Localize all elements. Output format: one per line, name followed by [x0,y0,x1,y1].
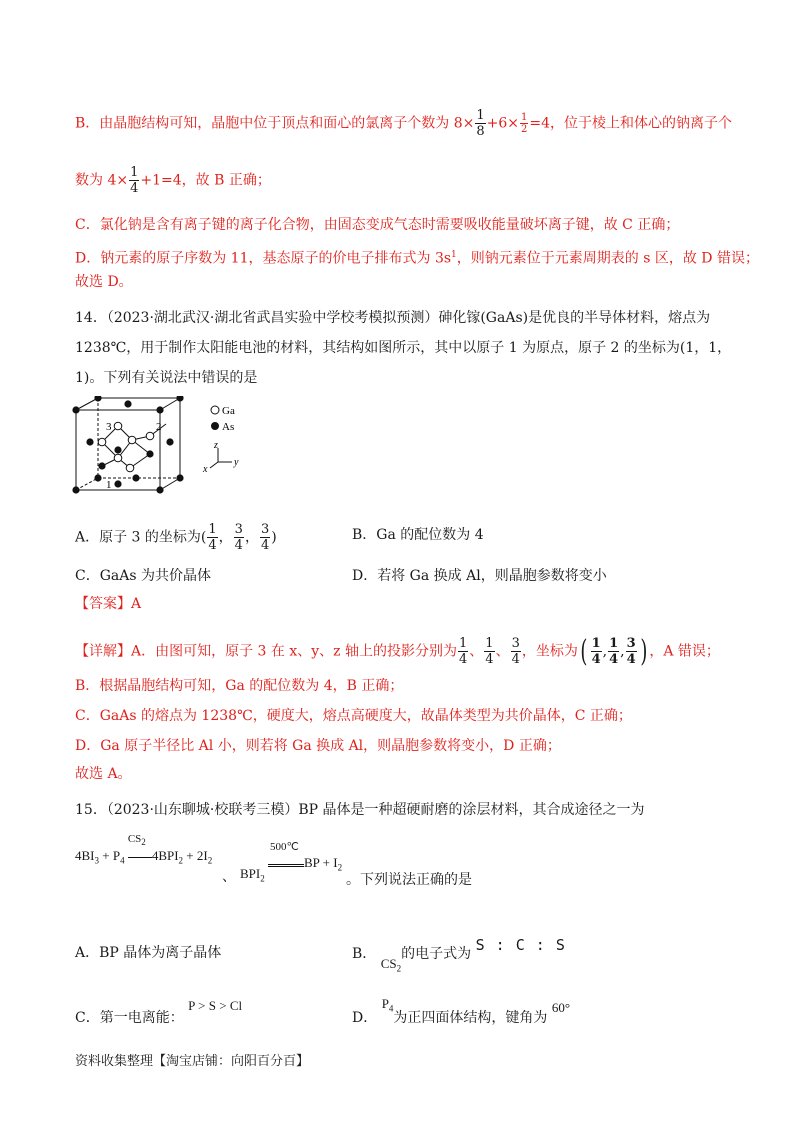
svg-text:3: 3 [106,421,112,433]
q15-option-c[interactable]: C．第一电离能： P > S > Cl [75,998,243,1026]
svg-text:1: 1 [106,479,112,491]
axes-icon [210,448,232,468]
q13-option-b-line1: B．由晶胞结构可知，晶胞中位于顶点和面心的氯离子个数为 8× $\frac{1}{8}$ +6× $\frac{1}{2}$ =4，位于棱上和体心的钠离子个 [75,108,733,139]
fraction: $\frac{1}{2}$ [521,112,528,135]
electron-dot-formula: S : C : S [475,936,566,954]
q14-option-a[interactable]: A．原子 3 的坐标为( $\frac{1}{4}$ ， $\frac{3}{4}$ ， $\frac{3}{4}$ ) [75,522,277,553]
q14-detail-d: D．Ga 原子半径比 Al 小，则若将 Ga 换成 Al，则晶胞参数将变小，D 正确； [75,738,561,754]
q15-option-a[interactable]: A．BP 晶体为离子晶体 [75,945,222,961]
svg-text:2: 2 [156,421,162,433]
q15-separator: 、 [222,870,236,885]
q15-equation-2-arrow: 500℃ BP + $I_2$ [270,841,343,873]
as-legend-icon [211,422,219,430]
q15-stem: 15．（2023·山东聊城·校联考三模）BP 晶体是一种超硬耐磨的涂层材料，其合成途径之一为 [75,802,645,818]
svg-text:Ga: Ga [222,405,235,417]
svg-text:z: z [214,440,218,451]
svg-text:As: As [222,421,235,433]
q15-option-d[interactable]: D． $P_4$为正四面体结构，键角为 60° [352,996,571,1026]
q14-stem-line3: 1)。下列有关说法中错误的是 [75,370,258,386]
fraction: $\frac{1}{4}$ [130,165,139,196]
ga-legend-icon [211,406,219,414]
q15-option-b[interactable]: B． $CS_2$的电子式为 S : C : S [352,936,566,974]
crystal-cell-figure [70,396,280,500]
q14-conclusion: 故选 A。 [75,766,132,782]
q14-detail-b: B．根据晶胞结构可知，Ga 的配位数为 4，B 正确； [75,678,404,694]
q14-answer: 【答案】A [75,596,142,612]
svg-text:y: y [234,457,239,468]
q13-option-b-line2: 数为 4× $\frac{1}{4}$ +1=4，故 B 正确； [75,165,271,196]
fraction: $\frac{1}{8}$ [476,108,485,139]
q15-equation: $4BI_3 + P_4$ $CS_2$ $4BPI_2 + 2I_2$ [75,833,213,866]
q14-option-c[interactable]: C．GaAs 为共价晶体 [75,568,211,584]
q14-stem-line1: 14．（2023·湖北武汉·湖北省武昌实验中学校考模拟预测）砷化镓(GaAs)是优良的半导体材料，熔点为 [75,310,711,326]
q15-stem-tail: 。下列说法正确的是 [346,872,472,888]
q13-conclusion: 故选 D。 [75,274,133,290]
page-footer: 资料收集整理【淘宝店铺：向阳百分百】 [75,1054,310,1069]
q14-detail-c: C．GaAs 的熔点为 1238℃，硬度大，熔点高硬度大，故晶体类型为共价晶体，C 正确； [75,708,632,724]
q15-equation-2: $BPI_2$ [240,866,265,884]
q13-option-c: C．氯化钠是含有离子键的离子化合物，由固态变成气态时需要吸收能量破坏离子键，故 C 正确； [75,217,680,233]
q14-stem-line2: 1238℃，用于制作太阳能电池的材料，其结构如图所示，其中以原子 1 为原点，原子 2 的坐标为(1，1， [75,340,732,356]
q14-option-d[interactable]: D．若将 Ga 换成 Al，则晶胞参数将变小 [352,568,607,584]
svg-text:x: x [203,464,208,475]
q13-option-d: D．钠元素的原子序数为 11，基态原子的价电子排布式为 $3s^1$，则钠元素位于元素周期表的 s 区，故 D 错误； [75,250,759,267]
q14-detail-a: 【详解】A．由图可知，原子 3 在 x、y、z 轴上的投影分别为 $\frac{1}{4}$ 、 $\frac{1}{4}$ 、 $\frac{3}{4}$ ，坐标为( $\frac{1}{4}$ , $\frac{1}{4}$ , $\frac{3}{4}$ ) ，A 错误； [75,633,720,669]
q14-option-b[interactable]: B．Ga 的配位数为 4 [352,527,484,543]
